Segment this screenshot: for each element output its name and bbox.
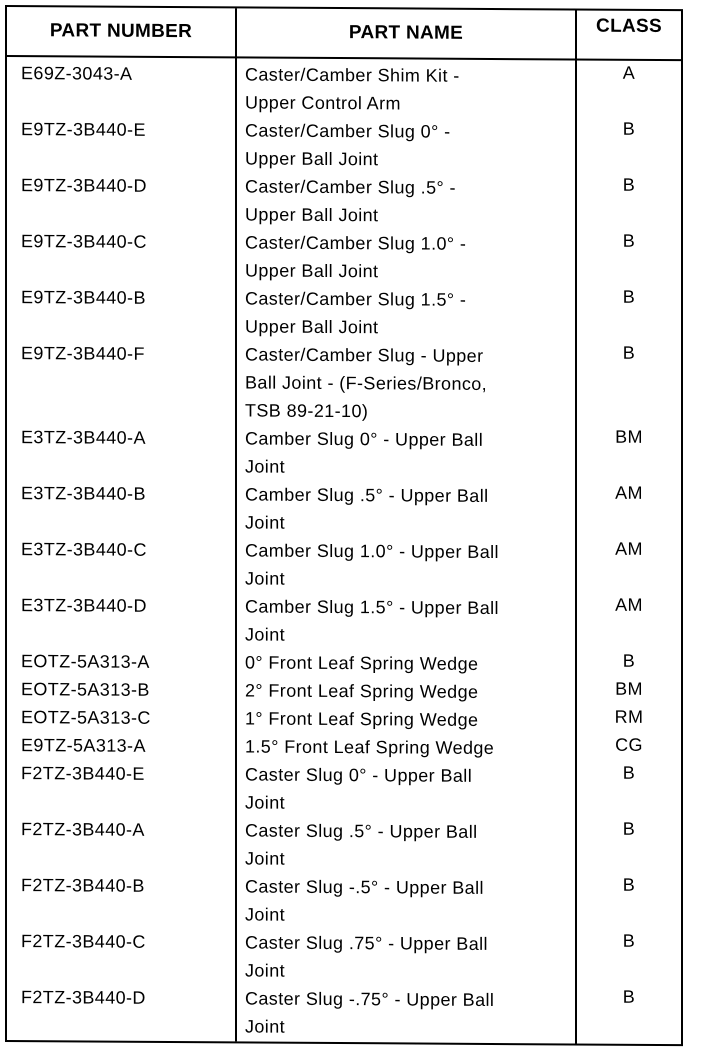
part-name-cell: Caster Slug .5° - Upper Ball Joint bbox=[245, 820, 478, 869]
part-number-cell: E3TZ-3B440-C bbox=[21, 539, 147, 560]
table-row bbox=[7, 815, 681, 875]
class-cell: CG bbox=[615, 734, 643, 755]
part-number-cell: EOTZ-5A313-C bbox=[21, 707, 151, 728]
part-name-cell: 2° Front Leaf Spring Wedge bbox=[245, 680, 479, 702]
table-row bbox=[7, 171, 681, 231]
part-number-cell: E9TZ-3B440-F bbox=[21, 343, 145, 364]
class-cell: AM bbox=[615, 538, 643, 559]
part-number-cell: F2TZ-3B440-D bbox=[21, 987, 146, 1008]
part-number-cell: E3TZ-3B440-A bbox=[21, 427, 146, 448]
part-number-cell: E9TZ-3B440-E bbox=[21, 119, 146, 140]
part-number-cell: E9TZ-3B440-B bbox=[21, 287, 146, 308]
class-cell: B bbox=[622, 286, 636, 307]
table-row bbox=[7, 983, 681, 1043]
table-row bbox=[7, 423, 681, 483]
part-name-cell: Caster/Camber Slug - Upper Ball Joint - (F-Series/Bronco, TSB 89-21-10) bbox=[245, 344, 488, 422]
class-cell: B bbox=[622, 930, 636, 951]
table-row bbox=[7, 535, 681, 595]
part-name-cell: Caster Slug 0° - Upper Ball Joint bbox=[245, 764, 473, 813]
part-number-cell: F2TZ-3B440-A bbox=[21, 819, 145, 840]
class-cell: B bbox=[622, 230, 636, 251]
parts-table bbox=[5, 5, 683, 1046]
table-row bbox=[7, 759, 681, 819]
table-row bbox=[7, 591, 681, 651]
class-cell: BM bbox=[615, 678, 643, 699]
part-number-cell: E3TZ-3B440-D bbox=[21, 595, 147, 616]
class-cell: B bbox=[622, 874, 636, 895]
part-name-cell: Caster Slug -.5° - Upper Ball Joint bbox=[245, 876, 484, 925]
header-class: CLASS bbox=[596, 15, 662, 38]
table-row bbox=[7, 227, 681, 287]
part-number-cell: F2TZ-3B440-B bbox=[21, 875, 145, 896]
part-number-cell: EOTZ-5A313-B bbox=[21, 679, 150, 700]
part-name-cell: Camber Slug .5° - Upper Ball Joint bbox=[245, 484, 489, 533]
part-number-cell: E9TZ-3B440-C bbox=[21, 231, 147, 252]
part-name-cell: 1.5° Front Leaf Spring Wedge bbox=[245, 736, 495, 758]
part-name-cell: Camber Slug 1.5° - Upper Ball Joint bbox=[245, 596, 499, 645]
part-name-cell: Caster/Camber Shim Kit - Upper Control Arm bbox=[245, 64, 460, 114]
class-cell: AM bbox=[615, 482, 643, 503]
table-row bbox=[7, 283, 681, 343]
class-cell: AM bbox=[615, 594, 643, 615]
class-cell: B bbox=[622, 650, 636, 671]
table-row bbox=[7, 927, 681, 987]
table-row bbox=[7, 339, 681, 427]
class-cell: RM bbox=[614, 706, 644, 727]
part-number-cell: F2TZ-3B440-E bbox=[21, 763, 145, 784]
class-cell: B bbox=[622, 342, 636, 363]
class-cell: BM bbox=[615, 426, 643, 447]
part-number-cell: F2TZ-3B440-C bbox=[21, 931, 146, 952]
table-body bbox=[7, 59, 681, 1043]
table-row bbox=[7, 59, 681, 119]
part-name-cell: Camber Slug 0° - Upper Ball Joint bbox=[245, 428, 484, 477]
class-cell: B bbox=[622, 174, 636, 195]
class-cell: B bbox=[622, 986, 636, 1007]
class-cell: B bbox=[622, 762, 636, 783]
part-number-cell: EOTZ-5A313-A bbox=[21, 651, 150, 672]
part-name-cell: Caster Slug .75° - Upper Ball Joint bbox=[245, 932, 488, 981]
table-row bbox=[7, 115, 681, 175]
part-name-cell: Caster Slug -.75° - Upper Ball Joint bbox=[245, 988, 495, 1037]
part-name-cell: Caster/Camber Slug 0° - Upper Ball Joint bbox=[245, 120, 451, 170]
part-name-cell: 1° Front Leaf Spring Wedge bbox=[245, 708, 479, 730]
part-name-cell: 0° Front Leaf Spring Wedge bbox=[245, 652, 479, 674]
part-name-cell: Caster/Camber Slug 1.0° - Upper Ball Joint bbox=[245, 232, 467, 282]
part-name-cell: Camber Slug 1.0° - Upper Ball Joint bbox=[245, 540, 499, 589]
table-row bbox=[7, 479, 681, 539]
part-name-cell: Caster/Camber Slug .5° - Upper Ball Joint bbox=[245, 176, 456, 226]
table-row bbox=[7, 871, 681, 931]
part-name-cell: Caster/Camber Slug 1.5° - Upper Ball Joint bbox=[245, 288, 467, 338]
class-cell: B bbox=[622, 118, 636, 139]
part-number-cell: E9TZ-5A313-A bbox=[21, 735, 146, 756]
part-number-cell: E69Z-3043-A bbox=[21, 63, 133, 84]
class-cell: B bbox=[622, 818, 636, 839]
class-cell: A bbox=[622, 62, 636, 83]
header-part-name: PART NAME bbox=[348, 22, 464, 44]
part-number-cell: E9TZ-3B440-D bbox=[21, 175, 147, 196]
part-number-cell: E3TZ-3B440-B bbox=[21, 483, 146, 504]
header-part-number: PART NUMBER bbox=[49, 20, 193, 43]
